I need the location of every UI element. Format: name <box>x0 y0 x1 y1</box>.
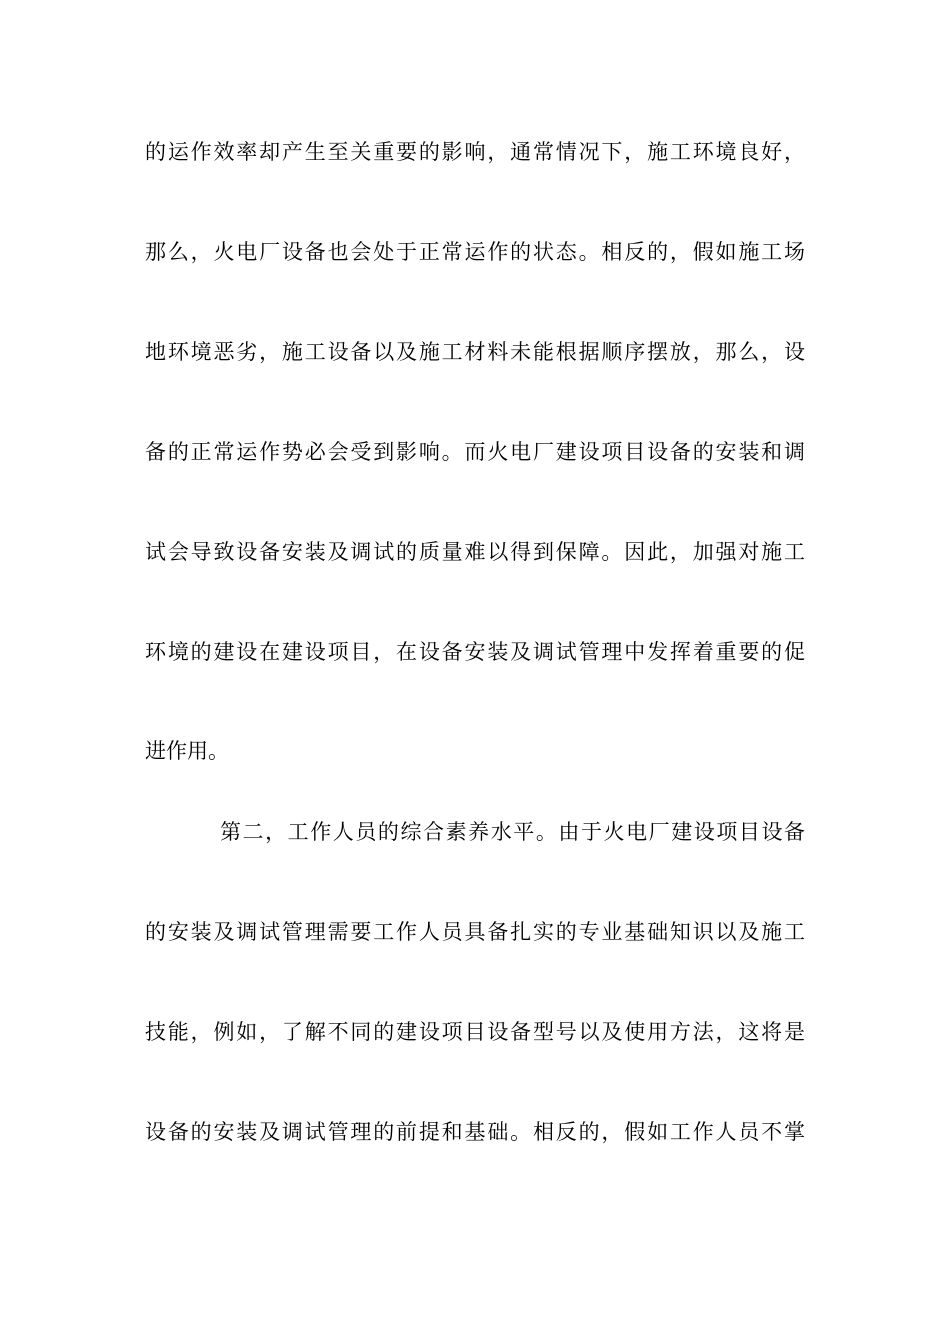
paragraph-first-line: 第二，工作人员的综合素养水平。由于火电厂建设项目设备 <box>220 820 805 844</box>
text-line: 试会导致设备安装及调试的质量难以得到保障。因此，加强对施工 <box>145 540 805 564</box>
text-line: 设备的安装及调试管理的前提和基础。相反的，假如工作人员不掌 <box>145 1120 805 1144</box>
text-line: 环境的建设在建设项目，在设备安装及调试管理中发挥着重要的促 <box>145 640 805 664</box>
text-line: 那么，火电厂设备也会处于正常运作的状态。相反的，假如施工场 <box>145 240 805 264</box>
text-line: 地环境恶劣，施工设备以及施工材料未能根据顺序摆放，那么，设 <box>145 340 805 364</box>
text-line: 的安装及调试管理需要工作人员具备扎实的专业基础知识以及施工 <box>145 920 805 944</box>
text-line: 进作用。 <box>145 739 229 763</box>
text-line: 的运作效率却产生至关重要的影响，通常情况下，施工环境良好， <box>145 140 805 164</box>
text-line: 备的正常运作势必会受到影响。而火电厂建设项目设备的安装和调 <box>145 440 805 464</box>
text-line: 技能，例如，了解不同的建设项目设备型号以及使用方法，这将是 <box>145 1020 805 1044</box>
